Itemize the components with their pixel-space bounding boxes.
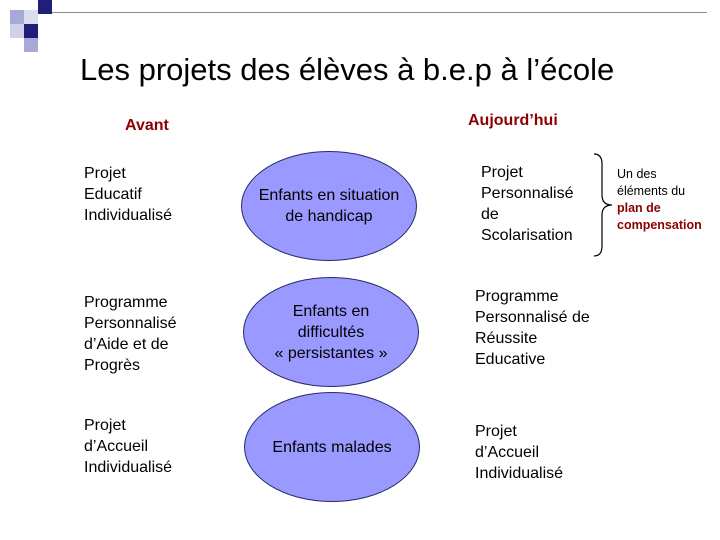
text-line: Individualisé xyxy=(84,207,173,224)
text-line: difficultés xyxy=(297,323,365,341)
text-line: Individualisé xyxy=(84,459,173,476)
text-line: « persistantes » xyxy=(274,344,388,362)
text-line: Programme xyxy=(475,288,559,305)
text-line: Personnalisé xyxy=(84,315,177,332)
text-line: d’Accueil xyxy=(84,438,149,455)
text-line: Personnalisé de xyxy=(475,309,590,326)
text-line: Educatif xyxy=(84,186,142,203)
note-line-highlight: compensation xyxy=(617,218,702,232)
header-today: Aujourd’hui xyxy=(468,112,558,129)
text-line: Programme xyxy=(84,294,168,311)
text-line: Individualisé xyxy=(475,465,564,482)
text-line: d’Aide et de xyxy=(84,336,169,353)
header-before: Avant xyxy=(125,117,169,134)
text-line: Projet xyxy=(84,417,126,434)
ellipse-difficulties xyxy=(243,277,419,387)
decor-square xyxy=(24,38,38,52)
decor-square xyxy=(24,10,38,24)
today-project-3 xyxy=(475,421,563,484)
text-line: Projet xyxy=(481,164,523,181)
compensation-note xyxy=(617,166,702,234)
text-line: Progrès xyxy=(84,357,141,374)
ellipse-handicap xyxy=(241,151,417,261)
text-line: de xyxy=(481,206,499,223)
decor-square xyxy=(38,0,52,14)
text-line: de handicap xyxy=(285,208,373,225)
text-line: Scolarisation xyxy=(481,227,573,244)
text-line: Enfants en situation xyxy=(258,187,400,204)
text-line: Educative xyxy=(475,351,546,368)
before-project-2 xyxy=(84,292,177,376)
before-project-1 xyxy=(84,163,172,226)
before-project-3 xyxy=(84,415,172,478)
today-project-1 xyxy=(481,162,574,246)
text-line: Réussite xyxy=(475,330,538,347)
text-line: Enfants malades xyxy=(272,438,392,456)
decor-square xyxy=(24,24,38,38)
text-line: Personnalisé xyxy=(481,185,574,202)
text-line: Enfants en xyxy=(292,302,370,320)
text-line: d’Accueil xyxy=(475,444,540,461)
decor-square xyxy=(10,10,24,24)
decor-square xyxy=(10,24,24,38)
title-rule xyxy=(52,12,707,13)
ellipse-sick-children xyxy=(244,392,420,502)
today-project-2 xyxy=(475,286,590,370)
note-line: éléments du xyxy=(617,184,686,198)
note-line: Un des xyxy=(617,167,657,181)
note-line-highlight: plan de xyxy=(617,201,661,215)
brace-icon xyxy=(592,152,618,258)
page-title: Les projets des élèves à b.e.p à l’école xyxy=(80,52,615,87)
text-line: Projet xyxy=(475,423,517,440)
text-line: Projet xyxy=(84,165,126,182)
